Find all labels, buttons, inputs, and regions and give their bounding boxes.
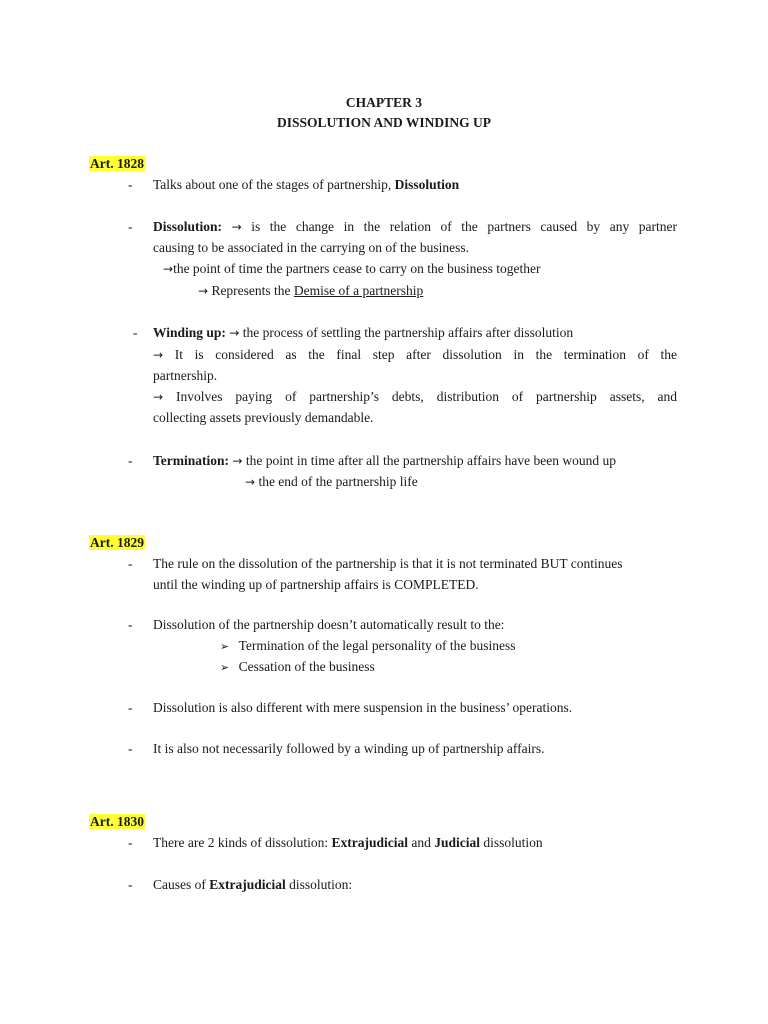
dissolution-definition-line2: causing to be associated in the carrying on of the business. xyxy=(153,240,470,255)
dissolution-point-of-time: →the point of time the partners cease to carry on the business together xyxy=(163,261,541,276)
bullet-dash: - xyxy=(133,325,138,340)
highlighted-heading: Art. 1830 xyxy=(90,814,144,829)
dissolution-vs-suspension: Dissolution is also different with mere suspension in the business’ operations. xyxy=(153,700,573,715)
arrow-icon: → xyxy=(153,348,164,362)
rule-on-dissolution-line1: The rule on the dissolution of the partnership is that it is not terminated BUT continues xyxy=(153,556,623,571)
bullet-dash: - xyxy=(128,877,133,892)
winding-up-final-step-cont: partnership. xyxy=(153,368,218,383)
termination-definition: Termination: → the point in time after all the partnership affairs have been wound up xyxy=(153,453,616,468)
bullet-dash: - xyxy=(128,177,133,192)
arrow-icon: → xyxy=(231,220,242,234)
kinds-of-dissolution: There are 2 kinds of dissolution: Extrajudicial and Judicial dissolution xyxy=(153,835,543,850)
highlighted-heading: Art. 1828 xyxy=(90,156,144,171)
dissolution-represents: → Represents the Demise of a partnership xyxy=(198,283,424,298)
bullet-dash: - xyxy=(128,700,133,715)
rule-on-dissolution-line2: until the winding up of partnership affairs is COMPLETED. xyxy=(153,577,479,592)
termination-end: → the end of the partnership life xyxy=(245,474,418,489)
arrow-icon: → xyxy=(229,326,240,340)
article-heading-1828 xyxy=(89,153,145,174)
bullet-dash: - xyxy=(128,453,133,468)
bullet-dash: - xyxy=(128,219,133,234)
arrow-icon: → xyxy=(232,454,243,468)
chapter-number: CHAPTER 3 xyxy=(345,95,423,110)
bullet-dash: - xyxy=(128,835,133,850)
bullet-dash: - xyxy=(128,556,133,571)
bullet-dash: - xyxy=(128,741,133,756)
winding-up-involves: → Involves paying of partnership’s debts, distribution of partnership assets, and xyxy=(153,389,677,404)
sub-bullet-termination: ➢ Termination of the legal personality of the business xyxy=(220,638,516,653)
arrowhead-bullet-icon: ➢ xyxy=(220,640,230,653)
arrow-icon: → xyxy=(245,475,256,489)
winding-up-definition: Winding up: → the process of settling the partnership affairs after dissolution xyxy=(153,325,574,340)
highlighted-heading: Art. 1829 xyxy=(90,535,144,550)
arrowhead-bullet-icon: ➢ xyxy=(220,661,230,674)
chapter-title: DISSOLUTION AND WINDING UP xyxy=(277,115,491,130)
dissolution-definition-line1: Dissolution: → is the change in the relation of the partners caused by any partner xyxy=(153,219,677,234)
arrow-icon: → xyxy=(163,262,174,276)
list-item-stages: Talks about one of the stages of partnership, Dissolution xyxy=(153,177,460,192)
not-necessarily-winding-up: It is also not necessarily followed by a winding up of partnership affairs. xyxy=(153,741,545,756)
sub-bullet-cessation: ➢ Cessation of the business xyxy=(220,659,375,674)
dissolution-does-not-result: Dissolution of the partnership doesn’t automatically result to the: xyxy=(153,617,505,632)
winding-up-involves-cont: collecting assets previously demandable. xyxy=(153,410,374,425)
article-heading-1829 xyxy=(89,532,145,553)
arrow-icon: → xyxy=(198,284,209,298)
arrow-icon: → xyxy=(153,390,164,404)
causes-extrajudicial: Causes of Extrajudicial dissolution: xyxy=(153,877,353,892)
winding-up-final-step: → It is considered as the final step after dissolution in the termination of the xyxy=(153,347,677,362)
article-heading-1830 xyxy=(89,811,145,832)
underlined-term: Demise of a partnership xyxy=(293,283,424,298)
bullet-dash: - xyxy=(128,617,133,632)
